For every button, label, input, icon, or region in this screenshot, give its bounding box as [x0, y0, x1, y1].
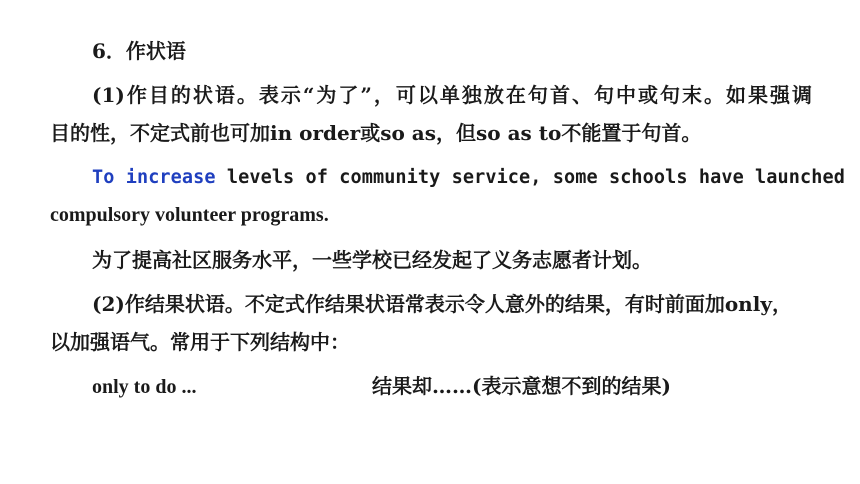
- structure-pattern: only to do ...: [92, 376, 197, 398]
- example1-line1: [92, 163, 845, 193]
- section1-line1: (1)作目的状语。表示“为了”，可以单独放在句首、句中或句末。如果强调: [92, 83, 812, 107]
- section1-line2: 目的性，不定式前也可加in order或so as，但so as to不能置于句首。: [50, 121, 702, 145]
- section2-line1: (2)作结果状语。不定式作结果状语常表示令人意外的结果，有时前面加only，: [92, 292, 792, 316]
- heading: 6．作状语: [92, 39, 186, 63]
- section2-line2: 以加强语气。常用于下列结构中：: [50, 330, 350, 354]
- example1-translation: 为了提高社区服务水平，一些学校已经发起了义务志愿者计划。: [92, 248, 652, 272]
- example1-highlight: To increase: [92, 167, 216, 188]
- example1-line2: compulsory volunteer programs.: [50, 204, 329, 226]
- example1-rest: levels of community service, some schools have launched: [215, 167, 845, 188]
- structure-meaning: 结果却……(表示意想不到的结果): [372, 374, 671, 398]
